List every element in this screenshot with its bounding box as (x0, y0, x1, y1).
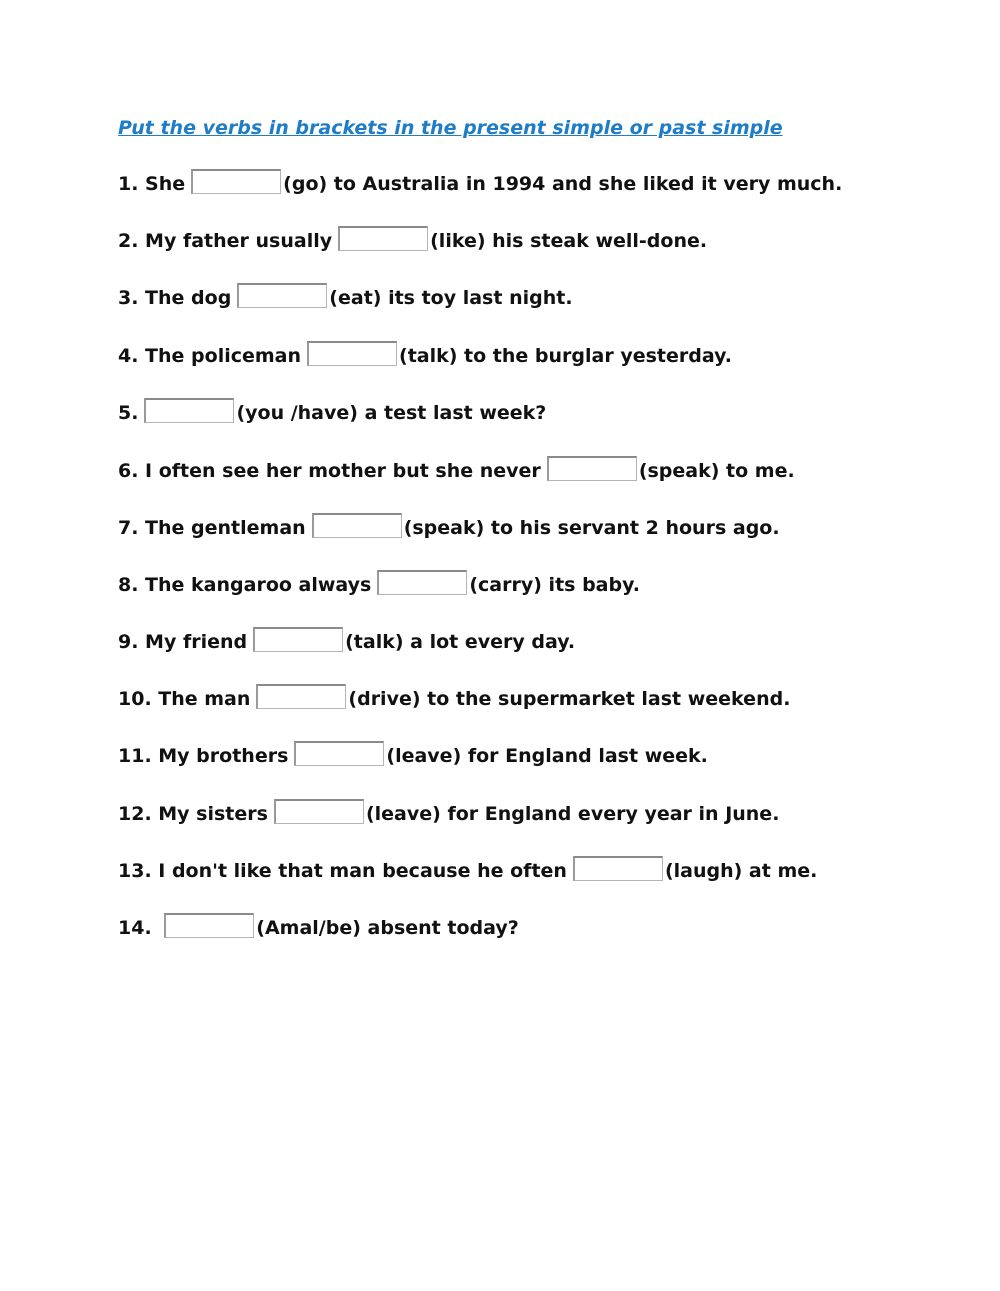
item-text-before: 14. (118, 917, 159, 939)
answer-input-5[interactable] (144, 398, 234, 423)
answer-input-14[interactable] (164, 913, 254, 938)
exercise-item-3 (118, 277, 573, 311)
exercise-item-14 (118, 907, 519, 941)
item-text-before: 10. The man (118, 688, 251, 710)
item-text-before: 7. The gentleman (118, 517, 306, 539)
exercise-item-5 (118, 392, 546, 426)
exercise-item-9 (118, 621, 575, 655)
item-text-after: (speak) to me. (638, 460, 795, 482)
answer-input-13[interactable] (573, 856, 663, 881)
answer-input-7[interactable] (312, 513, 402, 538)
answer-input-2[interactable] (338, 226, 428, 251)
exercise-item-11 (118, 735, 708, 769)
item-text-after: (Amal/be) absent today? (256, 917, 519, 939)
item-text-after: (speak) to his servant 2 hours ago. (403, 517, 780, 539)
item-text-after: (carry) its baby. (469, 574, 640, 596)
item-text-before: 4. The policeman (118, 345, 302, 367)
item-text-after: (talk) a lot every day. (345, 631, 576, 653)
answer-input-6[interactable] (547, 456, 637, 481)
answer-input-11[interactable] (294, 741, 384, 766)
answer-input-4[interactable] (307, 341, 397, 366)
item-text-before: 12. My sisters (118, 803, 268, 825)
answer-input-8[interactable] (377, 570, 467, 595)
worksheet-title: Put the verbs in brackets in the present simple or past simple (118, 117, 783, 139)
exercise-item-6 (118, 450, 795, 484)
item-text-after: (go) to Australia in 1994 and she liked it very much. (283, 173, 843, 195)
item-text-before: 1. She (118, 173, 186, 195)
item-text-before: 3. The dog (118, 287, 232, 309)
item-text-after: (talk) to the burglar yesterday. (399, 345, 732, 367)
item-text-before: 5. (118, 402, 139, 424)
item-text-after: (leave) for England every year in June. (365, 803, 780, 825)
item-text-after: (you /have) a test last week? (236, 402, 547, 424)
item-text-after: (drive) to the supermarket last weekend. (348, 688, 791, 710)
exercise-item-4 (118, 335, 732, 369)
answer-input-10[interactable] (256, 684, 346, 709)
item-text-before: 13. I don't like that man because he often (118, 860, 567, 882)
exercise-item-8 (118, 564, 640, 598)
exercise-item-12 (118, 793, 779, 827)
item-text-before: 11. My brothers (118, 745, 289, 767)
item-text-before: 2. My father usually (118, 230, 333, 252)
exercise-item-2 (118, 220, 707, 254)
exercise-item-7 (118, 507, 780, 541)
item-text-after: (eat) its toy last night. (329, 287, 573, 309)
answer-input-1[interactable] (191, 169, 281, 194)
exercise-item-1 (118, 163, 842, 197)
answer-input-12[interactable] (274, 799, 364, 824)
answer-input-3[interactable] (237, 283, 327, 308)
exercise-item-13 (118, 850, 817, 884)
item-text-before: 6. I often see her mother but she never (118, 460, 541, 482)
item-text-after: (like) his steak well-done. (430, 230, 708, 252)
item-text-after: (leave) for England last week. (386, 745, 708, 767)
exercise-item-10 (118, 678, 790, 712)
item-text-after: (laugh) at me. (664, 860, 818, 882)
item-text-before: 8. The kangaroo always (118, 574, 372, 596)
item-text-before: 9. My friend (118, 631, 248, 653)
answer-input-9[interactable] (253, 627, 343, 652)
